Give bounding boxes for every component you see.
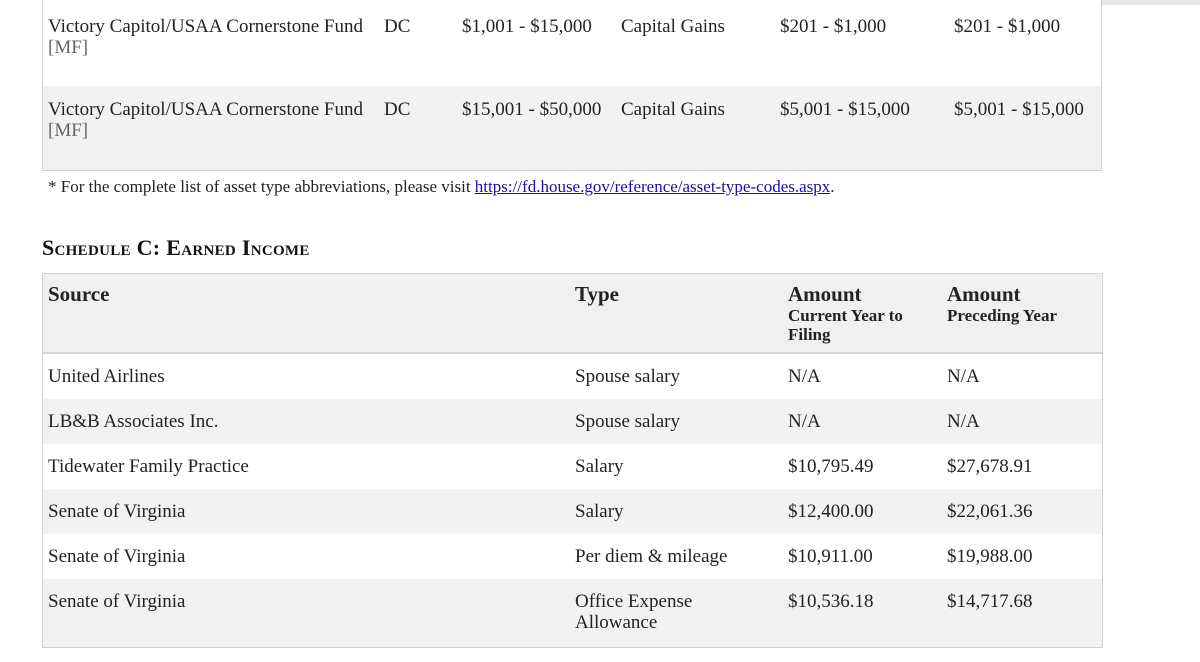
table-row — [43, 354, 1102, 399]
table-row — [43, 0, 1101, 86]
schedule-c-title: Schedule C: Earned Income — [42, 235, 310, 260]
schedule-c-table — [42, 273, 1103, 648]
asset-label: Victory Capitol/USAA Cornerstone Fund — [48, 16, 363, 37]
type-cell: Office Expense Allowance — [575, 591, 693, 633]
asset-type-codes-link[interactable]: https://fd.house.gov/reference/asset-type-codes.aspx — [474, 177, 831, 196]
header-type: Type — [575, 282, 619, 306]
asset-name — [48, 16, 363, 58]
asset-type-footnote — [48, 177, 835, 197]
header-amount-preceding — [947, 284, 1057, 325]
table-row — [43, 444, 1102, 489]
value-cell: $15,001 - $50,000 — [462, 99, 602, 120]
amount-preceding-cell: N/A — [947, 366, 980, 387]
asset-code: [MF] — [48, 37, 89, 58]
type-cell: Salary — [575, 501, 624, 522]
amount-current-cell: $10,795.49 — [788, 456, 874, 477]
header-source: Source — [48, 282, 110, 306]
owner-cell: DC — [384, 16, 411, 37]
footnote-text: * For the complete list of asset type abbreviations, please visit — [48, 177, 475, 196]
header-amount-label: Amount — [788, 282, 862, 306]
income-current-cell: $201 - $1,000 — [780, 16, 887, 37]
table-row — [43, 86, 1101, 170]
income-current-cell: $5,001 - $15,000 — [780, 99, 910, 120]
header-amount-preceding-sub: Preceding Year — [947, 306, 1057, 325]
scroll-shade — [1085, 0, 1200, 5]
income-type-cell: Capital Gains — [621, 16, 725, 37]
amount-preceding-cell: $22,061.36 — [947, 501, 1033, 522]
amount-current-cell: N/A — [788, 366, 821, 387]
table-row — [43, 399, 1102, 444]
type-cell: Salary — [575, 456, 624, 477]
income-type-cell: Capital Gains — [621, 99, 725, 120]
amount-current-cell: N/A — [788, 411, 821, 432]
asset-label: Victory Capitol/USAA Cornerstone Fund — [48, 99, 363, 120]
footnote-period: . — [830, 177, 835, 196]
amount-preceding-cell: $19,988.00 — [947, 546, 1033, 567]
amount-current-cell: $10,911.00 — [788, 546, 873, 567]
source-cell: Senate of Virginia — [48, 591, 186, 612]
amount-preceding-cell: $27,678.91 — [947, 456, 1033, 477]
table-header — [43, 274, 1102, 354]
type-cell: Per diem & mileage — [575, 546, 728, 567]
asset-code: [MF] — [48, 120, 89, 141]
income-preceding-cell: $5,001 - $15,000 — [954, 99, 1084, 120]
amount-current-cell: $10,536.18 — [788, 591, 874, 612]
source-cell: Senate of Virginia — [48, 501, 186, 522]
source-cell: Tidewater Family Practice — [48, 456, 249, 477]
type-cell: Spouse salary — [575, 411, 681, 432]
table-row — [43, 579, 1102, 647]
amount-current-cell: $12,400.00 — [788, 501, 874, 522]
schedule-b-table — [42, 0, 1102, 171]
value-cell: $1,001 - $15,000 — [462, 16, 592, 37]
source-cell: Senate of Virginia — [48, 546, 186, 567]
table-row — [43, 489, 1102, 534]
header-amount-current-sub: Current Year to Filing — [788, 306, 903, 344]
source-cell: United Airlines — [48, 366, 165, 387]
header-amount-label: Amount — [947, 282, 1021, 306]
table-row — [43, 534, 1102, 579]
type-cell: Spouse salary — [575, 366, 681, 387]
asset-name — [48, 99, 363, 141]
header-amount-current — [788, 284, 928, 344]
source-cell: LB&B Associates Inc. — [48, 411, 219, 432]
amount-preceding-cell: $14,717.68 — [947, 591, 1033, 612]
income-preceding-cell: $201 - $1,000 — [954, 16, 1061, 37]
amount-preceding-cell: N/A — [947, 411, 980, 432]
owner-cell: DC — [384, 99, 411, 120]
